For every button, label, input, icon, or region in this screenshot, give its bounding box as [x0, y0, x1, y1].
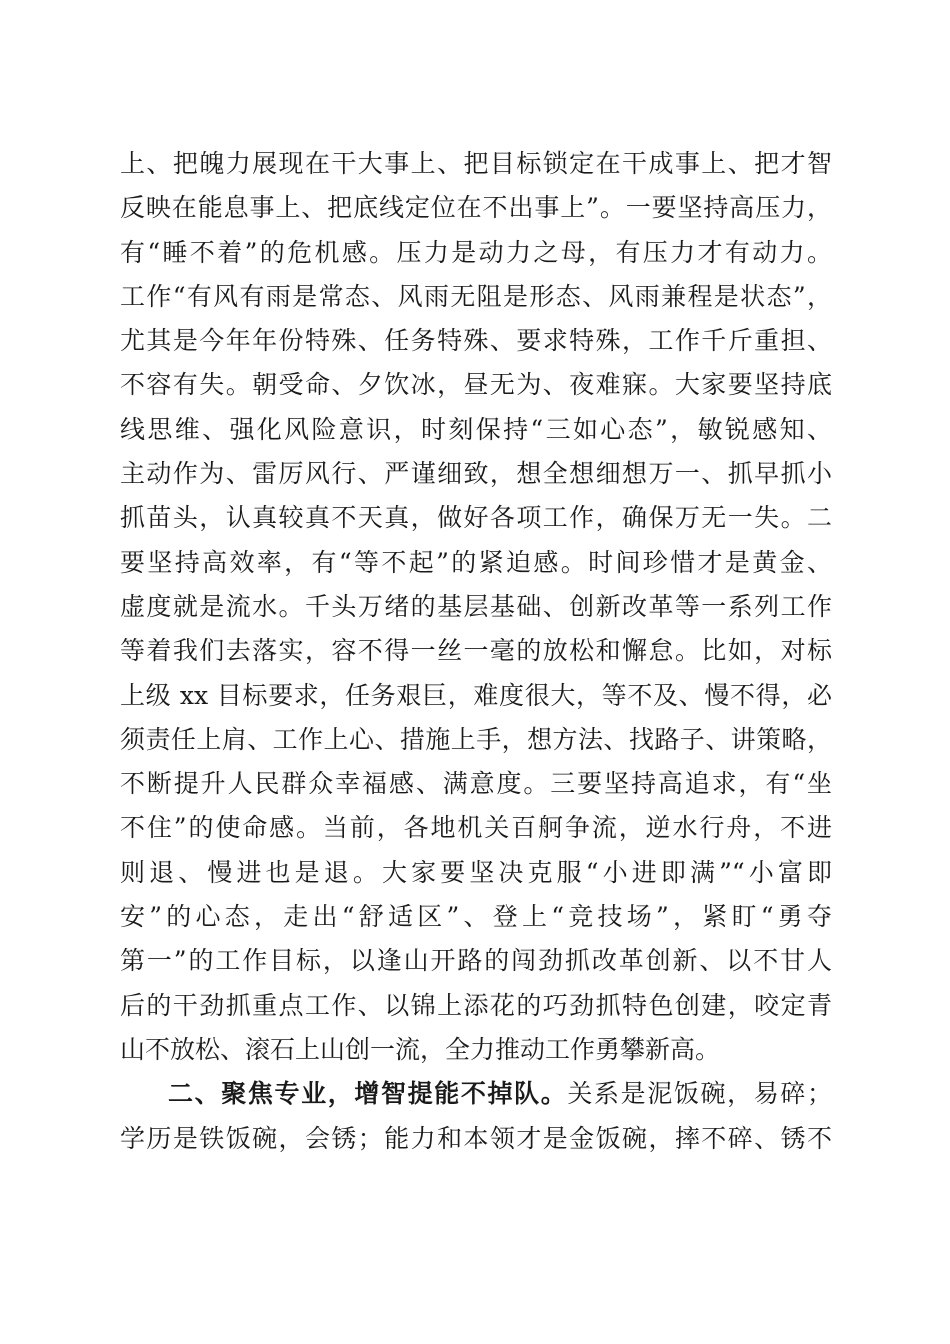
text-line: 第一”的工作目标，以逢山开路的闯劲抓改革创新、以不甘人: [120, 946, 832, 976]
text-line: 学历是铁饭碗，会锈；能力和本领才是金饭碗，摔不碎、锈不: [120, 1123, 832, 1153]
paragraph-1: [120, 142, 832, 1072]
document-body: [120, 142, 832, 1161]
text-run: 关系是泥饭碗，易碎；: [567, 1079, 832, 1109]
text-line: 反映在能息事上、把底线定位在不出事上”。一要坚持高压力，: [120, 193, 832, 223]
text-line: 后的干劲抓重点工作、以锦上添花的巧劲抓特色创建，咬定青: [120, 990, 832, 1020]
text-line: 上、把魄力展现在干大事上、把目标锁定在干成事上、把才智: [120, 149, 832, 178]
text-line: 等着我们去落实，容不得一丝一毫的放松和懈怠。比如，对标: [120, 636, 832, 666]
text-line: 有“睡不着”的危机感。压力是动力之母，有压力才有动力。: [120, 237, 832, 267]
section-heading: 二、聚焦专业，增智提能不掉队。: [168, 1079, 568, 1109]
text-line: 上级 xx 目标要求，任务艰巨，难度很大，等不及、慢不得，必: [120, 680, 832, 710]
text-line: 安”的心态，走出“舒适区”、登上“竞技场”，紧盯“勇夺: [120, 902, 832, 932]
text-line: 山不放松、滚石上山创一流，全力推动工作勇攀新高。: [120, 1034, 721, 1064]
text-line: 虚度就是流水。千头万绪的基层基础、创新改革等一系列工作: [120, 591, 832, 621]
text-line: 须责任上肩、工作上心、措施上手，想方法、找路子、讲策略，: [120, 724, 832, 754]
text-line: 不住”的使命感。当前，各地机关百舸争流，逆水行舟，不进: [120, 813, 832, 843]
text-line: 则退、慢进也是退。大家要坚决克服“小进即满”“小富即: [120, 857, 832, 887]
section-heading-line: [120, 1072, 832, 1116]
text-line: 要坚持高效率，有“等不起”的紧迫感。时间珍惜才是黄金、: [120, 547, 832, 577]
text-line: 不断提升人民群众幸福感、满意度。三要坚持高追求，有“坐: [120, 769, 832, 799]
text-line: 尤其是今年年份特殊、任务特殊、要求特殊，工作千斤重担、: [120, 326, 832, 356]
text-line: 不容有失。朝受命、夕饮冰，昼无为、夜难寐。大家要坚持底: [120, 370, 832, 400]
text-line: 线思维、强化风险意识，时刻保持“三如心态”，敏锐感知、: [120, 414, 832, 444]
text-line: 工作“有风有雨是常态、风雨无阻是形态、风雨兼程是状态”，: [120, 281, 832, 311]
text-line: 抓苗头，认真较真不天真，做好各项工作，确保万无一失。二: [120, 503, 832, 533]
paragraph-2: [120, 1072, 832, 1161]
text-line: 主动作为、雷厉风行、严谨细致，想全想细想万一、抓早抓小: [120, 459, 832, 489]
